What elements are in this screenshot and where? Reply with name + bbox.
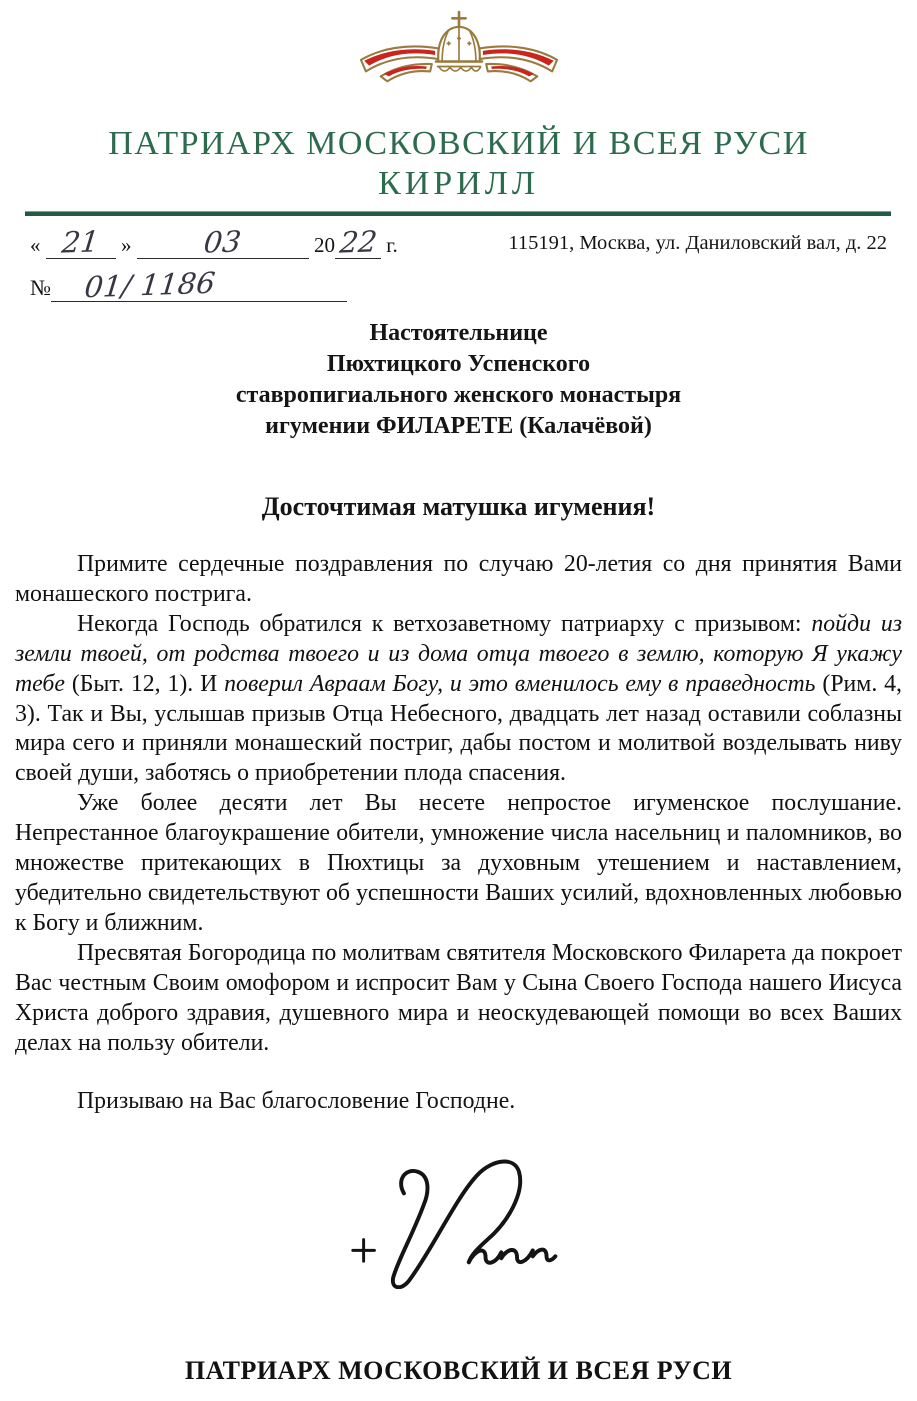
addressee-line: Настоятельнице (369, 320, 548, 346)
text-run: Примите сердечные поздравления по случаю 20-летия со дня принятия Вами монашеского пострига. (15, 551, 902, 607)
signature-block (0, 1139, 917, 1289)
text-run: (Рим. 4, 3). Так и Вы, услышав призыв Отца Небесного, двадцать лет назад оставили соблазны мира сего и приняли монашеский постриг, дабы постом и молитвой возделывать ниву своей души, заботясь о приобретении плода спасения. (15, 670, 903, 787)
text-run: Некогда Господь обратился к ветхозаветному патриарху с призывом: (77, 610, 812, 637)
addressee-line: ставропигиального женского монастыря (235, 382, 682, 408)
date-day-field (46, 226, 116, 259)
crest-container (0, 0, 917, 92)
letter-body (15, 550, 902, 1058)
number-label: № (30, 275, 51, 300)
closing-line: Призываю на Вас благословение Господне. (77, 1088, 516, 1115)
close-quote: » (121, 233, 132, 257)
letterhead-title-line2: КИРИЛЛ (378, 165, 539, 202)
number-field (51, 265, 347, 305)
addressee-block (0, 318, 917, 442)
scripture-quote-run: пойди из земли твоей, от родства твоего и из дома отца твоего в землю, которую Я укажу тебе (15, 610, 902, 697)
signature-autograph (341, 1139, 577, 1289)
handwritten-day: 21 (60, 224, 102, 260)
patriarchal-crest-icon (356, 8, 562, 92)
handwritten-number: 01/ 1186 (82, 265, 217, 305)
meta-row (0, 216, 917, 259)
body-paragraph-1 (15, 550, 902, 610)
year-suffix: г. (386, 233, 398, 257)
handwritten-month: 03 (202, 224, 244, 260)
salutation: Досточтимая матушка игумения! (261, 492, 656, 521)
addressee-line: Пюхтицкого Успенского (326, 351, 591, 377)
text-run: Уже более десяти лет Вы несете непростое игуменское послушание. Непрестанное благоукрашение обители, умножение числа насельниц и паломников, во множестве притекающих в Пюхтицы за духовным утешением и наставлением, убедительно свидетельствуют об успешности Ваших усилий, вдохновленных любовью к Богу и ближним. (15, 790, 902, 936)
letterhead-title-line1: ПАТРИАРХ МОСКОВСКИЙ И ВСЕЯ РУСИ (108, 125, 809, 162)
date-month-field (137, 226, 309, 259)
date-year-field (335, 226, 381, 259)
footer-title: ПАТРИАРХ МОСКОВСКИЙ И ВСЕЯ РУСИ (184, 1356, 733, 1385)
body-paragraph-3 (15, 789, 902, 939)
addressee-line: игумении ФИЛАРЕТЕ (Калачёвой) (265, 413, 652, 439)
sender-address: 115191, Москва, ул. Даниловский вал, д. 22 (508, 232, 887, 254)
year-century: 20 (314, 233, 335, 257)
body-paragraph-4 (15, 939, 902, 1059)
reference-number-line (0, 259, 917, 305)
text-run: (Быт. 12, 1). И (71, 670, 225, 697)
body-paragraph-2 (15, 610, 902, 789)
letterhead (0, 124, 917, 204)
text-run: Пресвятая Богородица по молитвам святителя Московского Филарета да покроет Вас честным Своим омофором и испросит Вам у Сына Своего Господа нашего Иисуса Христа доброго здравия, душевного мира и неоскудевающей помощи во всех Ваших делах на пользу обители. (15, 939, 902, 1056)
date-line (30, 226, 398, 259)
scripture-quote-run: поверил Авраам Богу, и это вменилось ему в праведность (224, 670, 823, 697)
handwritten-year: 22 (337, 224, 379, 260)
open-quote: « (30, 233, 41, 257)
